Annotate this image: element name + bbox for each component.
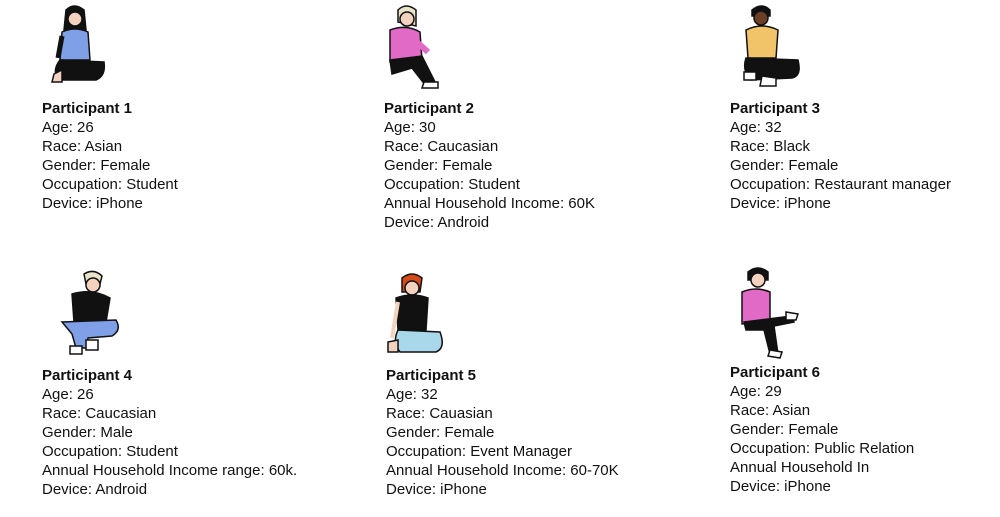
participant-2-gender: Gender: Female (384, 157, 493, 174)
person-squatting-icon (58, 270, 124, 358)
participant-3-illustration (738, 2, 804, 90)
participant-1-age: Age: 26 (42, 119, 94, 136)
participant-5-income: Annual Household Income: 60-70K (386, 462, 619, 479)
participant-5-illustration (384, 272, 448, 358)
participant-3-occupation: Occupation: Restaurant manager (730, 176, 951, 193)
participant-6-income: Annual Household In (730, 459, 870, 476)
participant-5-age: Age: 32 (386, 386, 438, 403)
participant-4-income: Annual Household Income range: 60k. (42, 462, 298, 479)
participant-5-gender: Gender: Female (386, 424, 495, 441)
person-sitting-icon (48, 4, 110, 86)
participant-1-occupation: Occupation: Student (42, 176, 178, 193)
participant-6-illustration (738, 264, 802, 360)
participant-3-title: Participant 3 (730, 100, 821, 117)
participant-4-gender: Gender: Male (42, 424, 133, 441)
participant-1-device: Device: iPhone (42, 195, 143, 212)
participant-3-race: Race: Black (730, 138, 811, 155)
participant-1-gender: Gender: Female (42, 157, 151, 174)
participant-2-illustration (382, 4, 444, 90)
participant-5-title: Participant 5 (386, 367, 477, 384)
participant-2-device: Device: Android (384, 214, 490, 231)
participant-2-income: Annual Household Income: 60K (384, 195, 595, 212)
participant-2-race: Race: Caucasian (384, 138, 499, 155)
participant-2-occupation: Occupation: Student (384, 176, 520, 193)
participant-5-device: Device: iPhone (386, 481, 487, 498)
participant-6-race: Race: Asian (730, 402, 811, 419)
participant-4-title: Participant 4 (42, 367, 133, 384)
participant-6-gender: Gender: Female (730, 421, 839, 438)
participant-4-illustration (58, 270, 124, 358)
person-sitting-icon (738, 2, 804, 90)
participant-2-age: Age: 30 (384, 119, 436, 136)
participant-6-age: Age: 29 (730, 383, 782, 400)
participant-5-occupation: Occupation: Event Manager (386, 443, 572, 460)
participant-6-title: Participant 6 (730, 364, 821, 381)
participant-6-device: Device: iPhone (730, 478, 831, 495)
participant-4-device: Device: Android (42, 481, 148, 498)
participant-5-race: Race: Cauasian (386, 405, 493, 422)
participant-3-age: Age: 32 (730, 119, 782, 136)
participant-4-occupation: Occupation: Student (42, 443, 178, 460)
participant-3-device: Device: iPhone (730, 195, 831, 212)
participant-2-title: Participant 2 (384, 100, 475, 117)
participant-1-race: Race: Asian (42, 138, 123, 155)
person-sitting-icon (382, 4, 444, 90)
person-kneeling-icon (384, 272, 448, 358)
participant-3-gender: Gender: Female (730, 157, 839, 174)
person-sitting-icon (738, 264, 802, 360)
participant-1-title: Participant 1 (42, 100, 133, 117)
participant-6-occupation: Occupation: Public Relation (730, 440, 915, 457)
participant-1-illustration (48, 4, 110, 86)
participant-4-race: Race: Caucasian (42, 405, 157, 422)
participant-4-age: Age: 26 (42, 386, 94, 403)
